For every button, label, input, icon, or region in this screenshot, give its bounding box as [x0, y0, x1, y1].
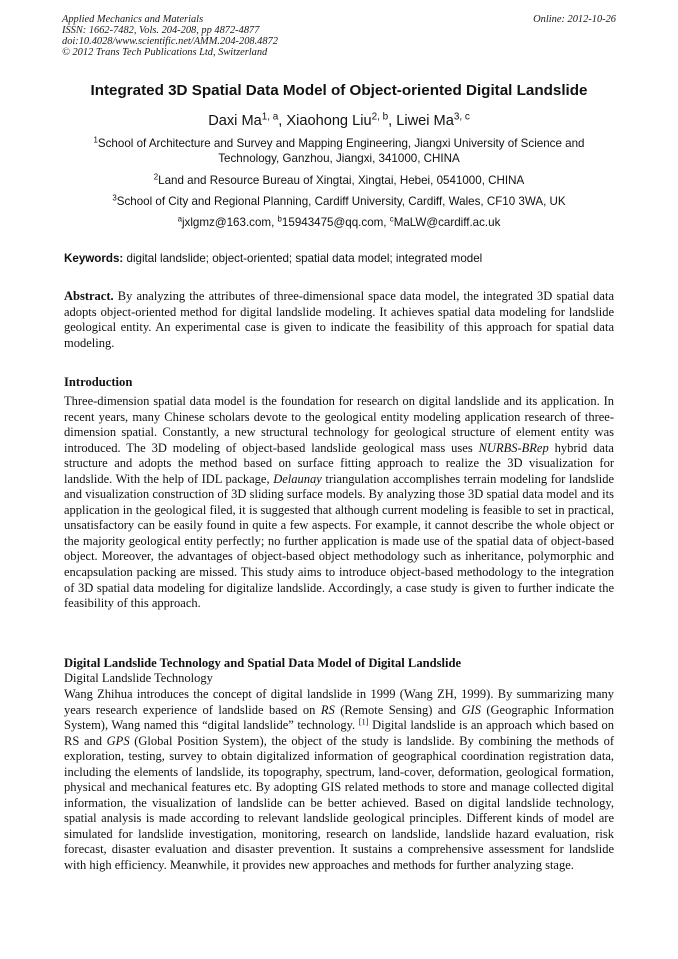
journal-name: Applied Mechanics and Materials: [62, 14, 204, 25]
italic-term: Delaunay: [273, 471, 322, 486]
paper-title: Integrated 3D Spatial Data Model of Object-oriented Digital Landslide: [90, 82, 588, 99]
author-name: Liwei Ma: [396, 113, 454, 129]
email-separator: ,: [383, 216, 390, 229]
text-run: hybrid data structure and adopts the method based on surface fitting approach to realize the 3D visualization for landslide. With the help of IDL package,: [64, 440, 614, 486]
text-run: Three-dimension spatial data model is the foundation for research on digital landslide and its application. In recent years, many Chinese scholars devote to the geological entity modeling application research of three-dimension spatial. Constantly, a new structural technology for geological structure of element entity was introduced. The 3D modeling of object-based landslide geological mass uses: [64, 394, 614, 455]
author-list: [40, 112, 638, 130]
text-run: triangulation accomplishes terrain modeling for landslide and visualization construction of 3D sliding surface models. By analyzing those 3D spatial data model and its application in the geological filed, it is suggested that although current modeling is feasible to set in practical, unsatisfactory can be easily found in quite a few aspects. For example, it cannot describe the whole object or the majority geological entity perfectly; no further application is made use of the spatial data of object-based object. Moreover, the advantages of object-based object methodology such as inheritance, polymorphic and encapsulation packing are missed. This study aims to introduce object-based methodology to the integration of 3D spatial data modeling for digitalize landslide. Accordingly, a case study is given to further indicate the feasibility of this approach.: [64, 471, 614, 611]
affiliation-mark: 1: [93, 135, 98, 145]
text-run: (Remote Sensing) and: [334, 702, 462, 717]
affiliation-mark: 2: [153, 172, 159, 182]
text-run: (Global Position System), the object of the study is landslide. By combining the methods of exploration, testing, survey to obtain digitalized information of geographical coordination registration data, including the elements of landslide, its topography, spectrum, land-cover, deformation, geological formation, physical and mechanical features etc. By adopting GIS related methods to store and manage collected digital information, the visualization of landslide can be better achieved. Based on digital landslide technology, spatial analysis is made according to relevant landslide geological principles. Different kinds of model are simulated for landslide investigation, monitoring, research on landslide, landslide hazard evaluation, risk forecast, disaster evaluation and disaster prevention. It sustains a comprehensive assessment for landslide with high efficiency. Meanwhile, it provides new approaches and methods for further analyzing stage.: [64, 733, 614, 873]
abstract-text: By analyzing the attributes of three-dimensional space data model, the integrated 3D spatial data adopts object-oriented method for digital landslide modeling. It achieves spatial data modeling for landslide geological entity. An experimental case is given to indicate the feasibility of this approach for spatial data modeling.: [64, 289, 614, 350]
keywords-label: Keywords:: [64, 252, 124, 265]
text-run: Wang Zhihua introduces the concept of digital landslide in 1999 (Wang ZH, 1999). By summarizing many years research experience of landslide based on: [64, 687, 614, 717]
author-emails: [62, 216, 616, 231]
section-paragraph: [64, 687, 614, 874]
subsection-heading: Digital Landslide Technology: [64, 671, 213, 685]
journal-header: [62, 15, 278, 59]
author-separator: ,: [278, 113, 287, 129]
copyright-line: © 2012 Trans Tech Publications Ltd, Switzerland: [62, 46, 268, 58]
keywords-text: digital landslide; object-oriented; spatial data model; integrated model: [123, 252, 483, 265]
text-run: Digital landslide is an approach which based on RS and: [64, 718, 614, 748]
citation-ref[interactable]: [1]: [358, 716, 369, 727]
italic-term: GPS: [106, 733, 130, 748]
abstract: [64, 289, 614, 351]
affiliation-text: Technology, Ganzhou, Jiangxi, 341000, CHINA: [218, 151, 460, 165]
email-mark: c: [389, 214, 394, 224]
affiliation-3: [62, 195, 616, 210]
affiliation-2: [62, 174, 616, 189]
introduction-paragraph: [64, 394, 614, 612]
author-affiliation-mark: 1, a: [261, 111, 279, 123]
email-separator: ,: [271, 216, 278, 229]
italic-term: RS: [320, 702, 335, 717]
author-name: Xiaohong Liu: [286, 113, 372, 129]
online-date: Online: 2012-10-26: [533, 14, 616, 25]
affiliation-mark: 3: [112, 193, 117, 203]
affiliation-1: [62, 137, 616, 166]
affiliation-text: School of Architecture and Survey and Mapping Engineering, Jiangxi University of Science and: [97, 137, 585, 150]
italic-term: GIS: [461, 702, 481, 717]
author-separator: ,: [388, 113, 397, 129]
author-affiliation-mark: 2, b: [371, 111, 389, 123]
email-mark: b: [277, 214, 282, 224]
italic-term: NURBS-BRep: [478, 440, 549, 455]
email-mark: a: [177, 214, 182, 224]
issn-line: ISSN: 1662-7482, Vols. 204-208, pp 4872-4877: [62, 24, 260, 36]
text-run: (Geographic Information System), Wang named this “digital landslide” technology.: [64, 702, 614, 733]
affiliation-text: Land and Resource Bureau of Xingtai, Xingtai, Hebei, 0541000, CHINA: [158, 174, 525, 187]
doi-line: doi:10.4028/www.scientific.net/AMM.204-208.4872: [62, 35, 278, 47]
introduction-heading: Introduction: [64, 375, 133, 389]
author-name: Daxi Ma: [208, 113, 262, 129]
author-affiliation-mark: 3, c: [453, 111, 470, 123]
email-link[interactable]: jxlgmz@163.com: [181, 216, 272, 229]
keywords: [64, 252, 614, 266]
email-link[interactable]: MaLW@cardiff.ac.uk: [393, 216, 501, 229]
affiliation-text: School of City and Regional Planning, Cardiff University, Cardiff, Wales, CF10 3WA, UK: [116, 195, 566, 208]
email-link[interactable]: 15943475@qq.com: [281, 216, 384, 229]
section-heading: Digital Landslide Technology and Spatial Data Model of Digital Landslide: [64, 656, 462, 670]
abstract-label: Abstract.: [64, 289, 114, 303]
